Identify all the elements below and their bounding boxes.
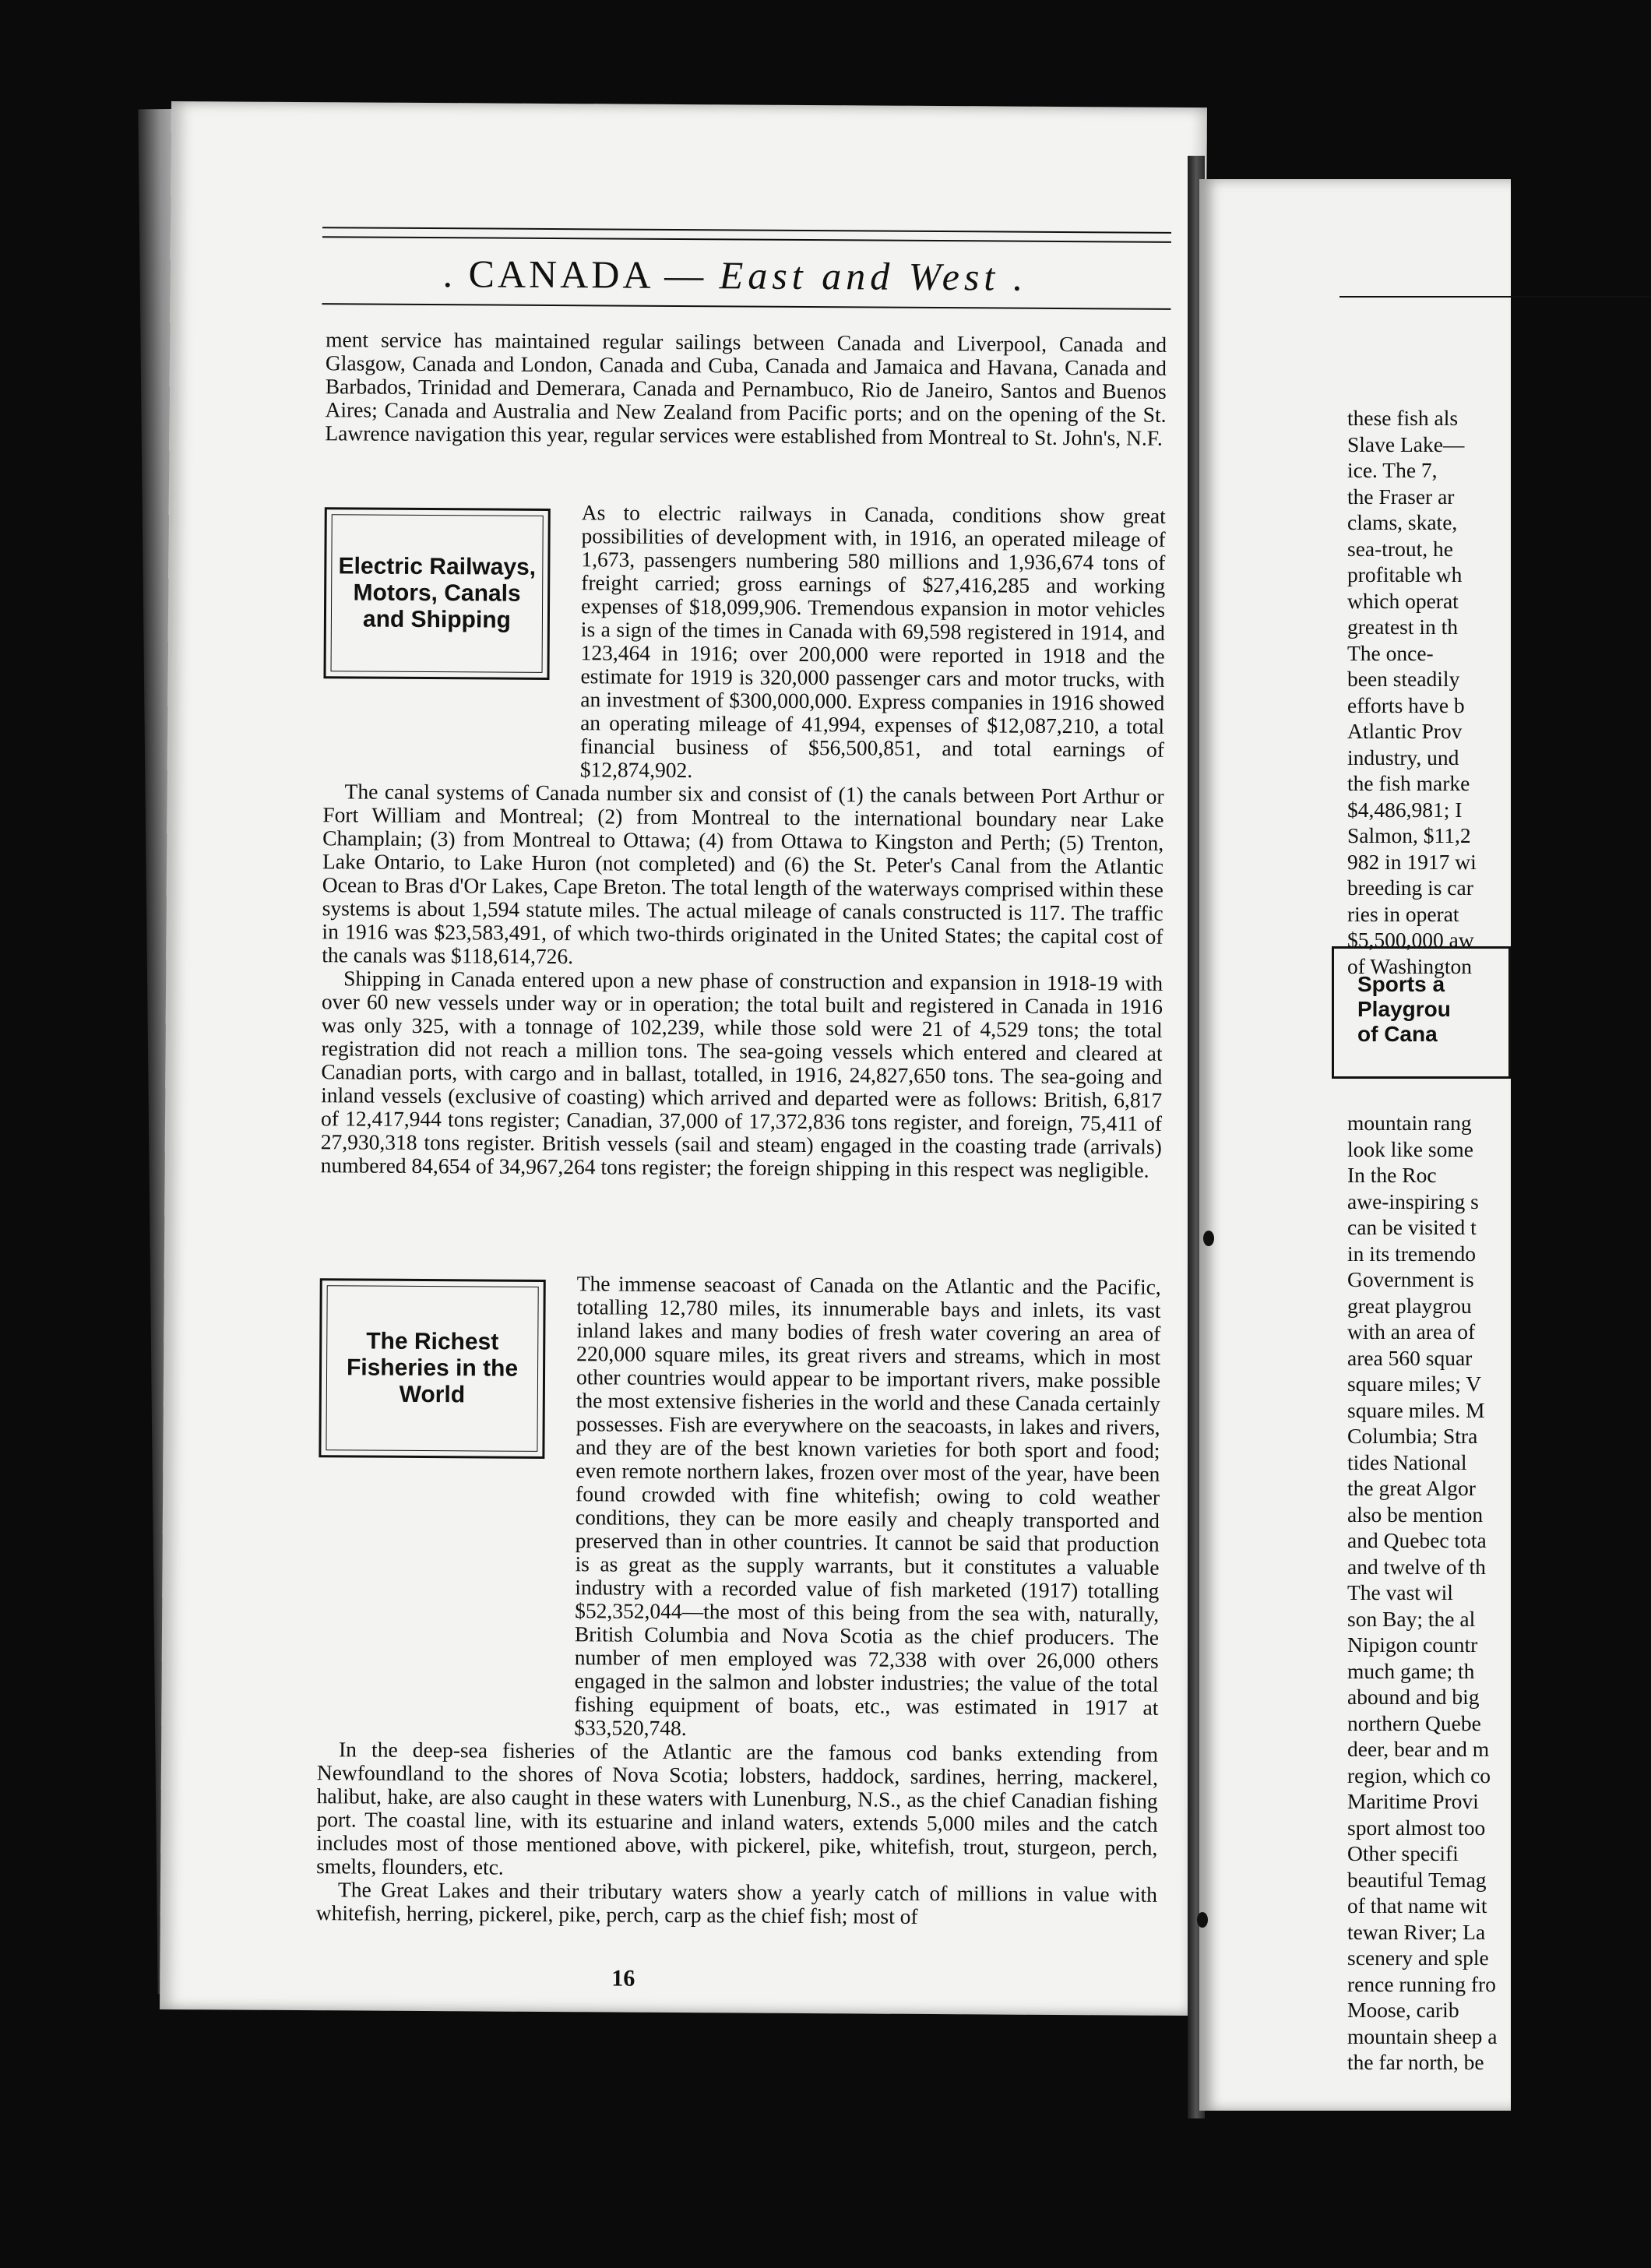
electric-railways-paragraph: As to electric railways in Canada, conditions show great possibilities of development with, in 1916, an operated mileage of 1,673, passengers numbering 580 millions and 1,936,674 tons of freight carried; gross earnings of $27,416,285 and working expenses of $18,099,906. Tremendous expansion in motor vehicles is a sign of the times in Canada with 69,598 registered in 1914, and 123,464 in 1916; over 200,000 were reported in 1918 and the estimate for 1919 is 320,000 passenger cars and motor trucks, with an investment of $300,000,000. Express companies in 1916 showed an operating mileage of 41,994, expenses of $12,087,210, a total financial business of $56,500,851, and total earnings of $12,874,902. <box>579 500 1166 783</box>
right-page-text-bottom <box>1347 1110 1550 2076</box>
right-page-bottom-line: region, which co <box>1347 1763 1491 1787</box>
right-page-bottom-line: abound and big <box>1347 1685 1480 1709</box>
header-title-italic: East and West <box>719 253 1000 299</box>
page-header <box>442 251 1104 300</box>
header-rule-top <box>322 227 1171 234</box>
right-page-top-line: efforts have b <box>1347 692 1465 717</box>
right-page-bottom-line: and twelve of th <box>1347 1554 1486 1579</box>
fisheries-paragraph-1: The immense seacoast of Canada on the Atlantic and the Pacific, totalling 12,780 miles, its innumerable bays and inlets, its vast inland lakes and many bodies of fresh water covering an area of 220,000 square miles, its great rivers and streams, which in most other countries would appear to be important rivers, make possible the most extensive fisheries in the world and these Canada certainly possesses. Fish are everywhere on the seacoasts, in lakes and rivers, and they are of the best known varieties for both sport and food; even remote northern lakes, frozen over most of the year, have been found crowded with fine whitefish; owing to cold weather conditions, they can be more easily and cheaply transported and preserved than in other countries. It cannot be said that production is as great as the supply warrants, but it constitutes a valuable industry with a recorded value of fish marketed (1917) totalling $52,352,044—the most of this being from the sea with, naturally, British Columbia and Nova Scotia as the chief producers. The number of men employed was 72,338 with over 26,000 others engaged in the salmon and lobster industries; the value of the total fishing equipment of boats, etc., was estimated in 1917 at $33,520,748. <box>574 1271 1161 1741</box>
intro-text: ment service has maintained regular sailings between Canada and Liverpool, Canada and Glasgow, Canada and London, Canada and Cuba, Canada and Jamaica and Havana, Canada and Barbados, Trinidad and Demerara, Canada and Pernambuco, Rio de Janeiro, Santos and Buenos Aires; Canada and Australia and New Zealand from Pacific ports; and on the opening of the St. Lawrence navigation this year, regular services were established from Montreal to St. John's, N.F. <box>325 327 1167 450</box>
right-page-bottom-line: awe-inspiring s <box>1347 1189 1479 1213</box>
right-page-text-top <box>1347 405 1550 979</box>
right-page-bottom-line: beautiful Temag <box>1347 1867 1487 1892</box>
right-page-top-line: $4,486,981; I <box>1347 797 1463 822</box>
right-page-bottom-line: son Bay; the al <box>1347 1606 1476 1631</box>
right-page-top-line: greatest in th <box>1347 615 1459 639</box>
right-page-bottom-line: northern Quebe <box>1347 1710 1481 1735</box>
right-page-bottom-line: Nipigon countr <box>1347 1632 1478 1657</box>
right-page-top-line: been steadily <box>1347 667 1460 691</box>
right-page-bottom-line: Government is <box>1347 1267 1474 1291</box>
right-page-bottom-line: great playgrou <box>1347 1293 1472 1318</box>
right-page-top-line: ries in operat <box>1347 901 1459 926</box>
right-page-bottom-line: the far north, be <box>1347 2050 1484 2074</box>
sports-box-line-2: Playgrou <box>1357 997 1451 1021</box>
right-page <box>1199 179 1511 2111</box>
right-page-bottom-line: Moose, carib <box>1347 1998 1459 2022</box>
right-page-top-line: which operat <box>1347 588 1459 613</box>
right-page-bottom-line: tides National <box>1347 1449 1467 1474</box>
right-header-rule <box>1339 296 1651 298</box>
right-page-bottom-line: the great Algor <box>1347 1476 1476 1500</box>
right-page-top-line: Slave Lake— <box>1347 431 1465 456</box>
canals-paragraph: The canal systems of Canada number six and consist of (1) the canals between Port Arthur or Fort William and Montreal; (2) from Montreal to the international boundary near Lake Champlain; (3) from Montreal to Ottawa; (4) from Ottawa to Kingston and Perth; (5) Trenton, Lake Ontario, to Lake Huron (not completed) and (6) the St. Peter's Canal from the Atlantic Ocean to Bras d'Or Lakes, Cape Breton. The total length of the waterways comprised within these systems is about 1,594 statute miles. The actual mileage of canals constructed is 117. The traffic in 1916 was $23,583,491, of which two-thirds originated in the United States; the capital cost of the canals was $118,614,726. <box>322 779 1164 969</box>
right-page-bottom-line: of that name wit <box>1347 1893 1487 1918</box>
right-page-top-line: ice. The 7, <box>1347 458 1438 482</box>
sidebox-sports-playgrounds <box>1332 946 1511 1079</box>
right-page-bottom-line: in its tremendo <box>1347 1241 1476 1266</box>
electric-railways-section <box>321 499 1166 1182</box>
page-number: 16 <box>611 1965 635 1992</box>
right-page-top-line: the fish marke <box>1347 771 1470 795</box>
right-page-top-line: Salmon, $11,2 <box>1347 823 1471 847</box>
header-rule-bottom <box>322 303 1170 310</box>
right-page-bottom-line: tewan River; La <box>1347 1919 1486 1944</box>
header-title-caps: CANADA <box>468 252 652 297</box>
header-prefix: . <box>442 252 456 296</box>
binding-mark <box>1203 1231 1214 1246</box>
sidebox-richest-fisheries-title: The Richest Fisheries in the World <box>346 1328 519 1408</box>
sports-box-line-1: Sports a <box>1357 972 1445 996</box>
sidebox-electric-railways-title: Electric Railways, Motors, Canals and Shipping <box>338 553 537 633</box>
right-page-top-line: $5,500,000 aw <box>1347 928 1474 952</box>
right-page-bottom-line: square miles. M <box>1347 1397 1485 1422</box>
sports-box-line-3: of Cana <box>1357 1022 1438 1046</box>
right-page-top-line: breeding is car <box>1347 875 1473 900</box>
shipping-paragraph: Shipping in Canada entered upon a new phase of construction and expansion in 1918-19 with over 60 new vessels under way or in operation; the total built and registered in Canada in 1916 was only 325, with a tonnage of 102,239, while those sold were 21 of 4,529 tons; the total registration did not reach a million tons. The sea-going vessels which entered and cleared at Canadian ports, with cargo and in ballast, totalled, in 1916, 24,827,650 tons. The sea-going and inland vessels (exclusive of coasting) which arrived and departed were as follows: British, 6,817 of 12,417,944 tons register; Canadian, 37,000 of 17,372,836 tons register, and foreign, 75,411 of 27,930,318 tons register. British vessels (sail and steam) engaged in the coasting trade (arrivals) numbered 84,654 of 34,967,264 tons register; the foreign shipping in this respect was negligible. <box>320 966 1163 1182</box>
right-page-bottom-line: rence running fro <box>1347 1971 1496 1996</box>
right-page-bottom-line: with an area of <box>1347 1319 1476 1344</box>
right-page-bottom-line: Other specifi <box>1347 1841 1459 1865</box>
right-page-bottom-line: mountain sheep a <box>1347 2023 1498 2048</box>
right-page-bottom-line: deer, bear and m <box>1347 1737 1490 1761</box>
right-page-top-line: the Fraser ar <box>1347 484 1455 509</box>
binding-mark-2 <box>1197 1912 1208 1928</box>
right-page-top-line: Atlantic Prov <box>1347 719 1463 743</box>
right-page-bottom-line: square miles; V <box>1347 1372 1482 1396</box>
right-page-bottom-line: scenery and sple <box>1347 1946 1489 1970</box>
right-page-top-line: The once- <box>1347 640 1434 665</box>
fisheries-paragraph-2: In the deep-sea fisheries of the Atlantic are the famous cod banks extending from Newfoundland to the shores of Nova Scotia; lobsters, haddock, sardines, herring, mackerel, halibut, hake, are also caught in these waters with Lunenburg, N.S., as the chief Canadian fishing port. The coastal line, with its estuarine and inland waters, extends 5,000 miles and the catch includes most of those mentioned above, with pickerel, pike, whitefish, trout, sturgeon, perch, smelts, flounders, etc. <box>316 1737 1159 1879</box>
right-page-bottom-line: The vast wil <box>1347 1580 1453 1604</box>
right-page-bottom-line: Columbia; Stra <box>1347 1424 1478 1448</box>
right-page-bottom-line: look like some <box>1347 1136 1473 1161</box>
right-page-top-line: clams, skate, <box>1347 510 1458 534</box>
right-page-bottom-line: area 560 squar <box>1347 1345 1473 1370</box>
right-page-top-line: these fish als <box>1347 406 1459 430</box>
right-page-top-line: profitable wh <box>1347 562 1463 586</box>
right-page-top-line: of Washington <box>1347 953 1472 978</box>
right-page-bottom-line: Maritime Provi <box>1347 1789 1479 1813</box>
header-rule-top-2 <box>322 236 1171 243</box>
right-page-bottom-line: and Quebec tota <box>1347 1528 1487 1552</box>
right-page-bottom-line: also be mention <box>1347 1502 1484 1527</box>
right-page-top-line: sea-trout, he <box>1347 536 1453 561</box>
right-page-bottom-line: sport almost too <box>1347 1815 1486 1840</box>
left-page <box>160 101 1207 2016</box>
intro-paragraph <box>325 328 1167 450</box>
right-page-bottom-line: can be visited t <box>1347 1215 1477 1239</box>
right-page-bottom-line: In the Roc <box>1347 1163 1437 1187</box>
header-dash: — <box>664 252 707 298</box>
right-page-bottom-line: mountain rang <box>1347 1111 1472 1135</box>
right-page-top-line: 982 in 1917 wi <box>1347 849 1477 874</box>
header-suffix: . <box>1012 255 1026 299</box>
right-page-bottom-line: much game; th <box>1347 1658 1475 1683</box>
fisheries-paragraph-3: The Great Lakes and their tributary waters show a yearly catch of millions in value with whitefish, herring, pickerel, pike, perch, carp as the chief fish; most of <box>315 1877 1158 1928</box>
right-page-top-line: industry, und <box>1347 745 1459 770</box>
fisheries-section <box>316 1270 1161 1930</box>
